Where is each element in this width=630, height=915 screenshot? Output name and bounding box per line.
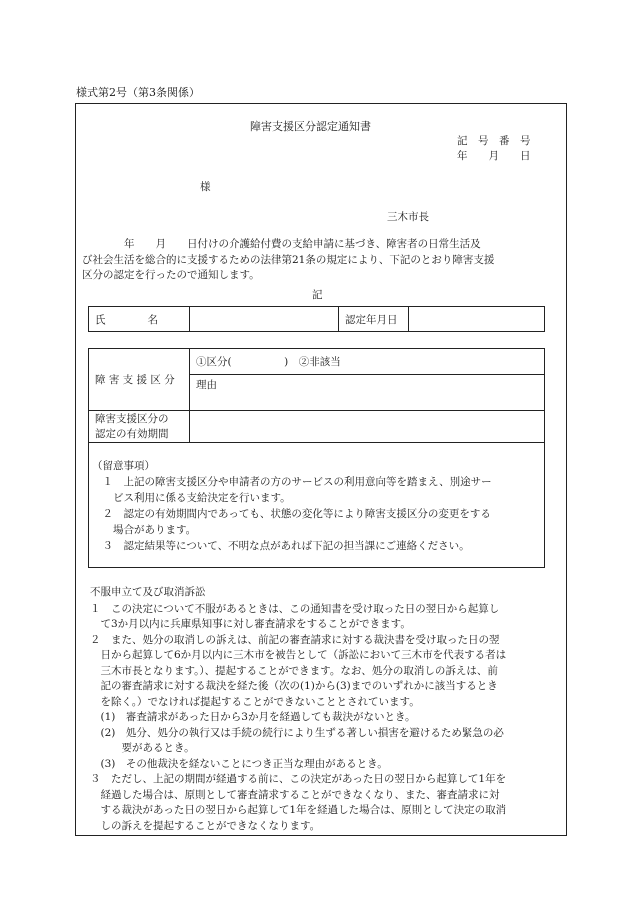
applicant-table (88, 306, 545, 332)
issuer-name: 三木市長 (387, 211, 429, 223)
cert-date-value[interactable] (409, 307, 545, 332)
ki-mark: 記 (312, 289, 323, 301)
validity-label-line-2: 認定の有効期間 (95, 427, 169, 440)
note-line: １ 上記の障害支援区分や申請者の方のサービスの利用意向等を踏まえ、別途サー (92, 476, 492, 488)
cert-date-label: 認定年月日 (339, 307, 409, 332)
appeal-line: て3か月以内に兵庫県知事に対し審査請求をすることができます。 (90, 618, 411, 630)
validity-label-line-1: 障害支援区分の (95, 412, 169, 425)
appeal-title: 不服申立て及び取消訴訟 (90, 586, 206, 598)
category-label: 障 害 支 援 区 分 (89, 349, 190, 411)
appeal-line: 要があるとき。 (90, 742, 195, 754)
form-label: 様式第2号（第3条関係） (76, 86, 200, 99)
notes-title: （留意事項） (92, 460, 155, 472)
appeal-line: する裁決があった日の翌日から起算して1年を経過した場合は、原則として決定の取消 (90, 804, 507, 816)
appeal-line: (1) 審査請求があった日から3か月を経過しても裁決がないとき。 (90, 711, 416, 723)
appeal-line: 日から起算して6か月以内に三木市を被告として（訴訟において三木市を代表する者は (90, 649, 507, 661)
appeal-line: しの訴えを提起することができなくなります。 (90, 819, 321, 832)
note-line: ビス利用に係る支給決定を行います。 (92, 492, 291, 504)
intro-line: 年 月 日付けの介護給付費の支給申請に基づき、障害者の日常生活及 (82, 238, 481, 250)
notes-section (92, 458, 542, 554)
note-line: 場合があります。 (92, 524, 197, 536)
intro-paragraph (82, 237, 562, 284)
appeal-section (90, 585, 560, 834)
reference-number: 記 号 番 号 (457, 135, 531, 147)
appeal-line: 三木市長となります。）、提起することができます。なお、処分の取消しの訴えは、前 (90, 664, 498, 677)
validity-label (89, 411, 190, 443)
appeal-line: 経過した場合は、原則として審査請求することができなくなり、また、審査請求に対 (90, 788, 500, 801)
appeal-line: ３ ただし、上記の期間が経過する前に、この決定があった日の翌日から起算して1年を (90, 773, 507, 785)
appeal-line: １ この決定について不服があるときは、この通知書を受け取った日の翌日から起算し (90, 602, 500, 615)
intro-line: び社会生活を総合的に支援するための法律第21条の規定により、下記のとおり障害支援 (82, 253, 495, 266)
appeal-line: (3) その他裁決を経ないことにつき正当な理由があるとき。 (90, 757, 388, 770)
intro-line: 区分の認定を行ったので通知します。 (82, 269, 260, 281)
appeal-line: ２ また、処分の取消しの訴えは、前記の審査請求に対する裁決書を受け取った日の翌 (90, 633, 500, 646)
issue-date: 年 月 日 (457, 150, 531, 162)
category-option[interactable]: ①区分( ) ②非該当 (190, 349, 545, 375)
appeal-line: (2) 処分、処分の執行又は手続の続行により生ずる著しい損害を避けるため緊急の必 (90, 726, 504, 739)
appeal-line: 記の審査請求に対する裁決を経た後（次の(1)から(3)までのいずれかに該当するとき (90, 680, 498, 692)
name-label: 氏 名 (89, 307, 190, 332)
recipient-suffix: 様 (200, 181, 211, 193)
note-line: ３ 認定結果等について、不明な点があれば下記の担当課にご連絡ください。 (92, 540, 470, 552)
note-line: ２ 認定の有効期間内であっても、状態の変化等により障害支援区分の変更をする (92, 508, 491, 520)
reason-label: 理由 (190, 375, 545, 411)
validity-value[interactable] (190, 411, 545, 443)
document-title: 障害支援区分認定通知書 (250, 120, 371, 133)
name-value[interactable] (190, 307, 339, 332)
category-table (88, 348, 545, 443)
appeal-line: を除く。）でなければ提起することができないこととされています。 (90, 695, 420, 708)
